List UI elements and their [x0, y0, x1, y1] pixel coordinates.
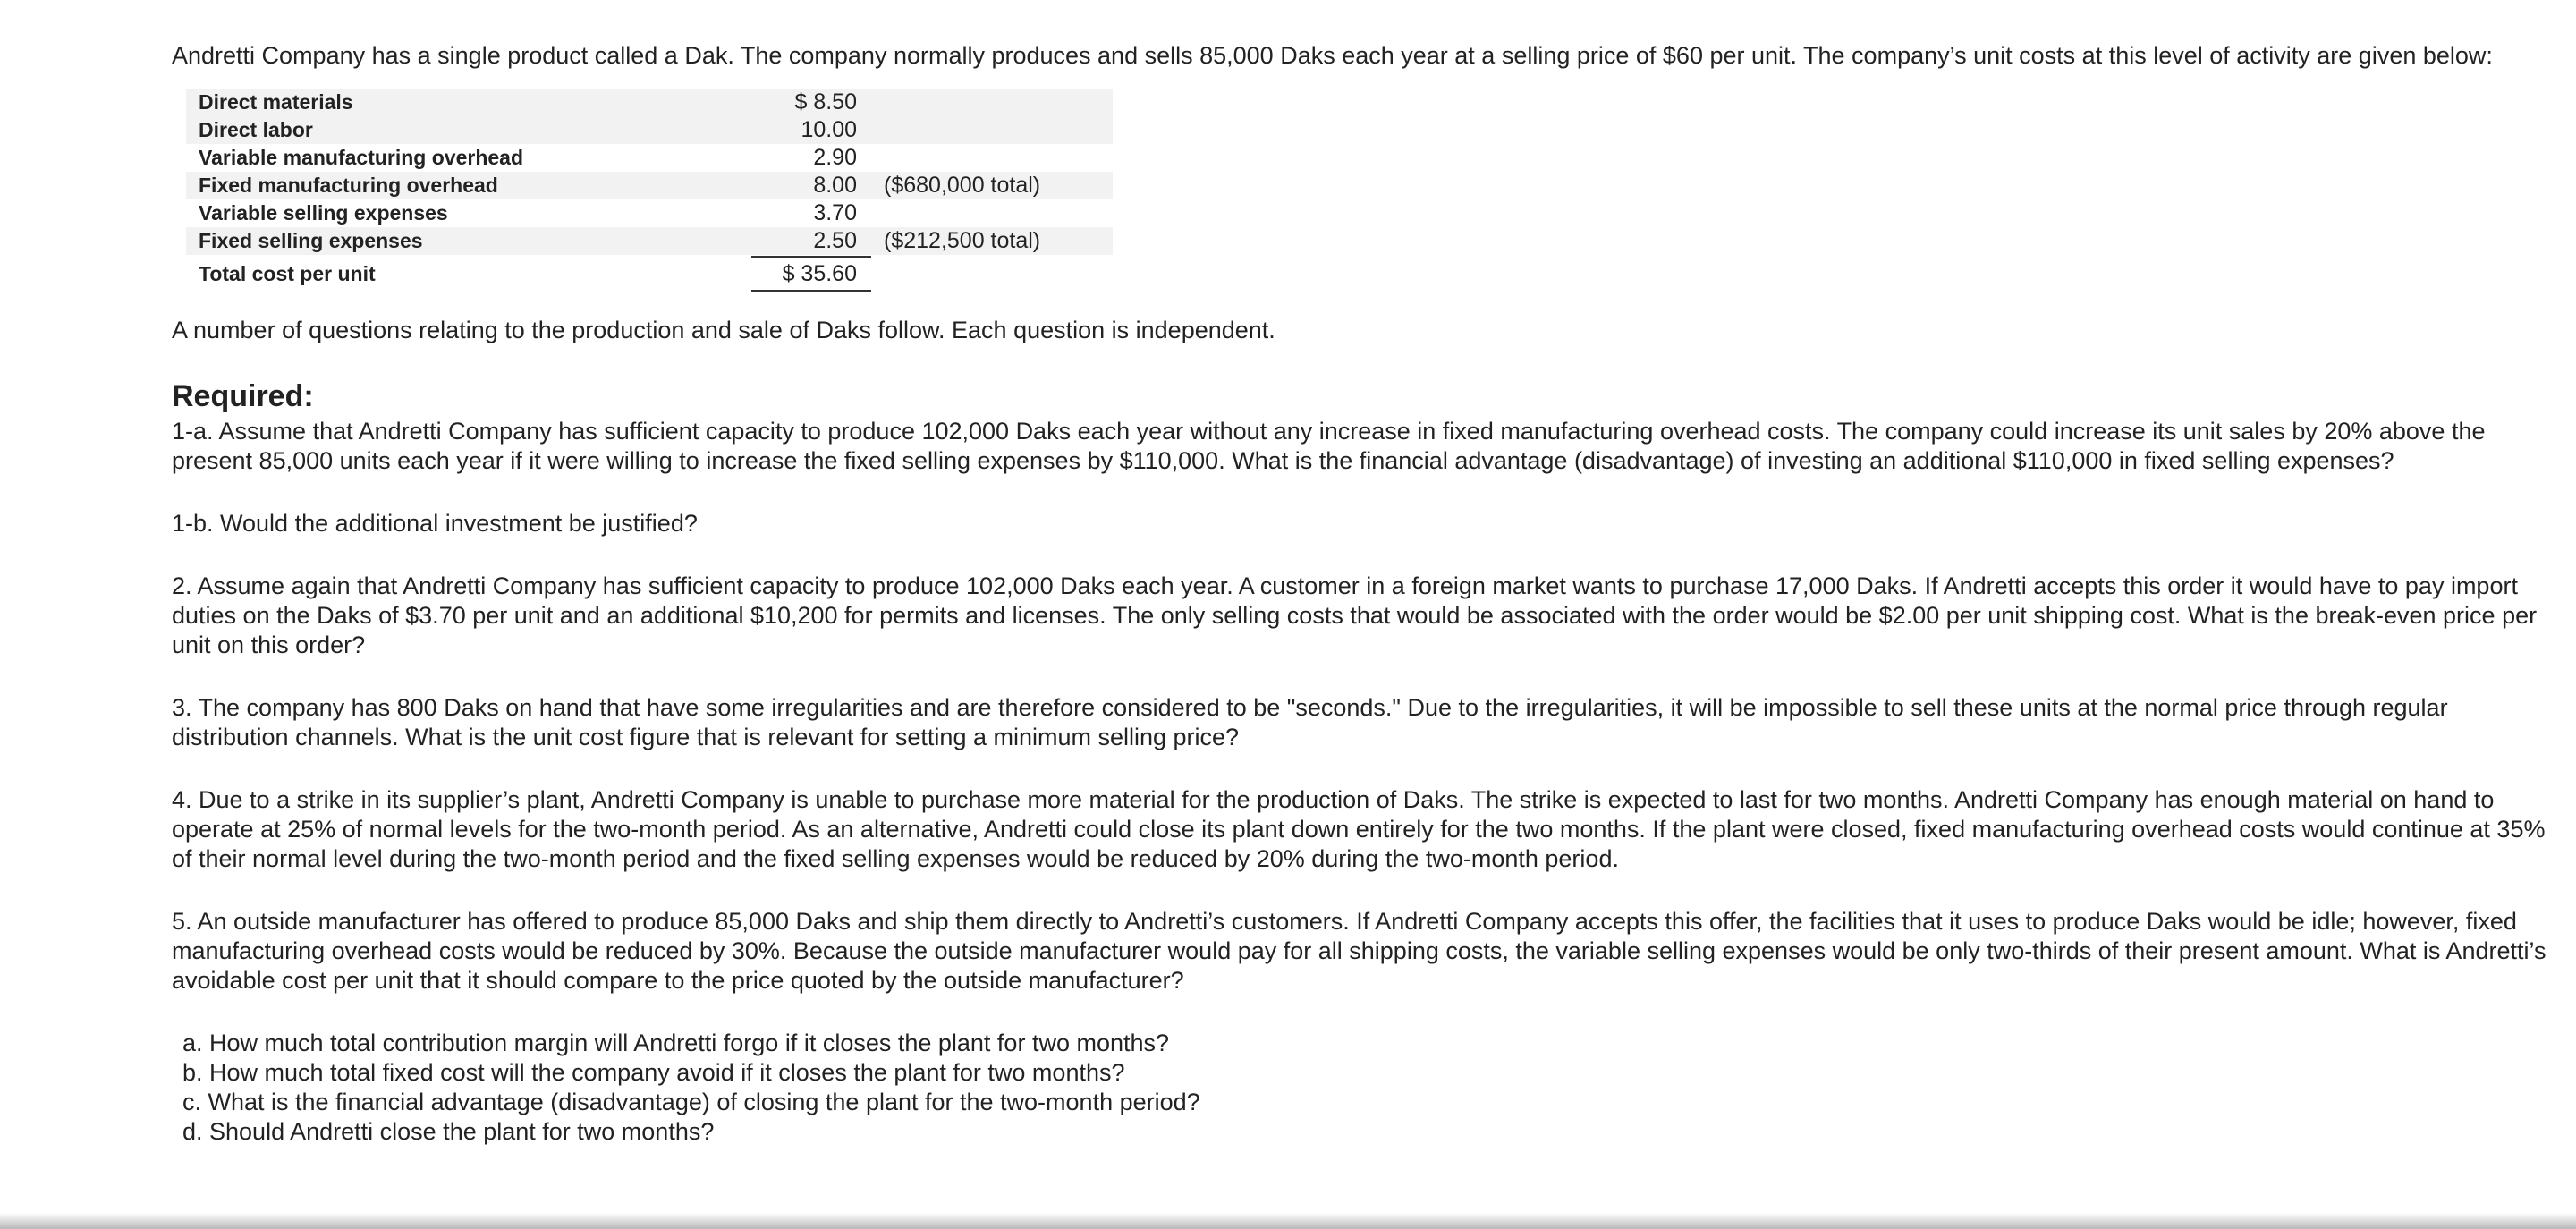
question-3: 3. The company has 800 Daks on hand that have some irregularities and are therefore considered to be "seconds." Due to the irregularities, it will be impossible to sell these units at the normal price through regular distribution channels. What is the unit cost figure that is relevant for setting a minimum selling price? [172, 694, 2448, 750]
cost-note [871, 116, 1113, 144]
cost-row [186, 172, 1113, 199]
cost-row [186, 144, 1113, 172]
cost-note: ($680,000 total) [871, 172, 1113, 199]
cost-amount: 3.70 [813, 200, 857, 225]
total-cost-amount: $ 35.60 [751, 256, 871, 292]
total-cost-label: Total cost per unit [199, 261, 376, 285]
sub-question-list [172, 1029, 2560, 1147]
cost-note [871, 89, 1113, 116]
cost-amount: 8.00 [741, 172, 871, 199]
question-5: 5. An outside manufacturer has offered to produce 85,000 Daks and ship them directly to Andretti’s customers. If Andretti Company accepts this offer, the facilities that it uses to produce Daks would be idle; however, fixed manufacturing overhead costs would be reduced by 30%. Because the outside manufacturer would pay for all shipping costs, the variable selling expenses would be only two-thirds of their present amount. What is Andretti’s avoidable cost per unit that it should compare to the price quoted by the outside manufacturer? [172, 908, 2546, 994]
bottom-edge-shadow [0, 1213, 2576, 1229]
question-2: 2. Assume again that Andretti Company has sufficient capacity to produce 102,000 Daks each year. A customer in a foreign market wants to purchase 17,000 Daks. If Andretti accepts this order it would have to pay import duties on the Daks of $3.70 per unit and an additional $10,200 for permits and licenses. The only selling costs that would be associated with the order would be $2.00 per unit shipping cost. What is the break-even price per unit on this order? [172, 572, 2538, 658]
question-4: 4. Due to a strike in its supplier’s plant, Andretti Company is unable to purchase more material for the production of Daks. The strike is expected to last for two months. Andretti Company has enough material on hand to operate at 25% of normal levels for the two-month period. As an alternative, Andretti could close its plant down entirely for the two months. If the plant were closed, fixed manufacturing overhead costs would continue at 35% of their normal level during the two-month period and the fixed selling expenses would be reduced by 20% during the two-month period. [172, 786, 2546, 872]
cost-row [186, 116, 1113, 144]
cost-note: ($212,500 total) [871, 227, 1113, 255]
cost-label: Variable selling expenses [199, 201, 448, 225]
independence-note: A number of questions relating to the production and sale of Daks follow. Each question is independent. [172, 317, 1275, 343]
cost-label: Fixed manufacturing overhead [186, 172, 741, 199]
cost-amount: 2.90 [813, 145, 857, 170]
question-1a: 1-a. Assume that Andretti Company has sufficient capacity to produce 102,000 Daks each year without any increase in fixed manufacturing overhead costs. The company could increase its unit sales by 20% above the present 85,000 units each year if it were willing to increase the fixed selling expenses by $110,000. What is the financial advantage (disadvantage) of investing an additional $110,000 in fixed selling expenses? [172, 418, 2486, 474]
cost-row [186, 199, 1113, 227]
cost-label: Variable manufacturing overhead [199, 146, 524, 169]
cost-amount: 10.00 [741, 116, 871, 144]
cost-label: Fixed selling expenses [186, 227, 741, 255]
intro-paragraph: Andretti Company has a single product called a Dak. The company normally produces and sells 85,000 Daks each year at a selling price of $60 per unit. The company’s unit costs at this level of activity are given below: [172, 42, 2493, 69]
sub-question-d: d. Should Andretti close the plant for two months? [182, 1118, 715, 1145]
total-cost-row [186, 255, 1113, 292]
required-heading: Required: [172, 379, 314, 413]
problem-document [172, 41, 2560, 1147]
total-cost-cell [741, 255, 871, 292]
cost-amount: 2.50 [741, 227, 871, 255]
question-1b: 1-b. Would the additional investment be justified? [172, 510, 698, 537]
sub-question-a: a. How much total contribution margin will Andretti forgo if it closes the plant for two months? [182, 1030, 1170, 1056]
cost-label: Direct materials [186, 89, 741, 116]
total-cost-note [871, 255, 1113, 292]
cost-note [871, 144, 1113, 172]
sub-question-b: b. How much total fixed cost will the company avoid if it closes the plant for two months? [182, 1059, 1125, 1086]
cost-label: Direct labor [186, 116, 741, 144]
cost-amount: $ 8.50 [741, 89, 871, 116]
cost-row [186, 89, 1113, 116]
cost-note [871, 199, 1113, 227]
cost-row [186, 227, 1113, 255]
sub-question-c: c. What is the financial advantage (disadvantage) of closing the plant for the two-month period? [182, 1089, 1200, 1115]
unit-cost-table [186, 89, 1113, 292]
